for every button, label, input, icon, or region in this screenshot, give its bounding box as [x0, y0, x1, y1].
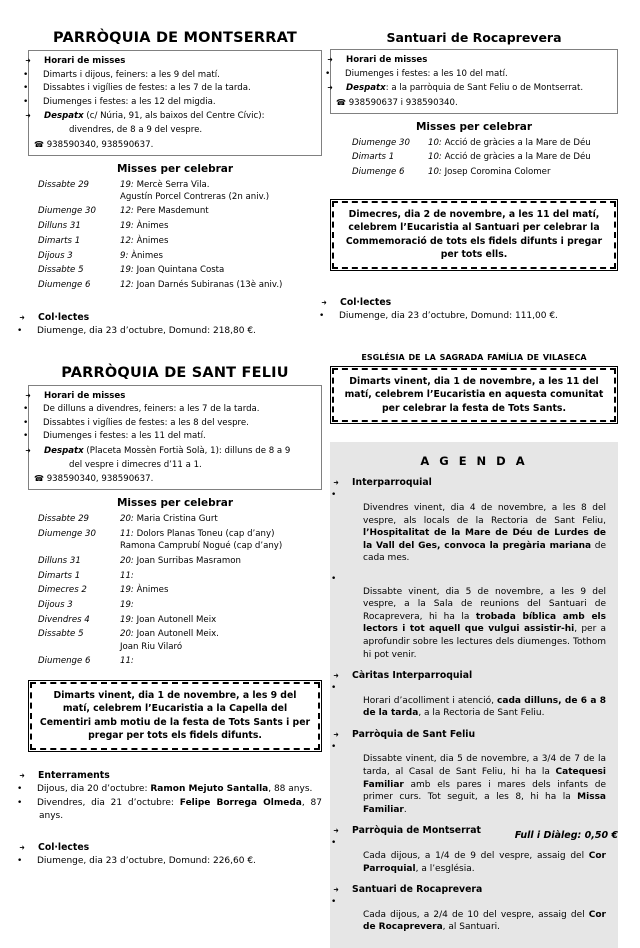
table-row — [38, 205, 282, 220]
montserrat-despatx: ➜ Despatx (c/ Núria, 91, als baixos del Centre Cívic): divendres, de 8 a 9 del vespre. — [34, 109, 316, 137]
mass-detail: 19: Mercè Serra Vila. Agustín Porcel Contreras (2n aniv.) — [120, 179, 270, 202]
santfeliu-schedule-heading: ➜ Horari de misses — [34, 389, 316, 404]
section-sant-feliu — [28, 365, 322, 868]
montserrat-schedule-line: • Dissabtes i vigílies de festes: a les 7 de la tarda. — [34, 82, 316, 96]
table-row — [352, 166, 591, 181]
arrow-icon — [34, 391, 44, 401]
montserrat-schedule-line: • Diumenges i festes: a les 12 del migdia. — [34, 96, 316, 110]
mass-detail: 9: Ànimes — [120, 250, 163, 261]
table-row — [38, 655, 282, 670]
mass-detail: 10: Acció de gràcies a la Mare de Déu — [428, 152, 591, 163]
agenda-item: • Cada dijous, a 2/4 de 10 del vespre, assaig del Cor de Rocaprevera, al Santuari. — [342, 896, 606, 934]
santfeliu-enterraments-heading: ➜ Enterraments — [28, 770, 322, 781]
page-title-sant-feliu: PARRÒQUIA DE SANT FELIU — [61, 364, 289, 381]
agenda-group-interparroquial — [342, 477, 606, 661]
montserrat-collectes-item: • Diumenge, dia 23 d’octubre, Domund: 218,80 €. — [28, 325, 322, 338]
mass-detail: 12: Pere Masdemunt — [120, 206, 209, 217]
santfeliu-despatx: ➜ Despatx (Placeta Mossèn Fortià Solà, 1): dilluns de 8 a 9 del vespre i dimecres d’11 a 1. — [34, 444, 316, 472]
mass-day: Dijous 3 — [38, 599, 73, 610]
arrow-icon — [342, 670, 352, 681]
mass-day: Diumenge 30 — [352, 137, 410, 148]
agenda-group-rocaprevera — [342, 884, 606, 934]
santfeliu-notice-text: Dimarts vinent, dia 1 de novembre, a les 9 del matí, celebrem l’Eucaristia a la Capella del Cementiri amb motiu de la festa de Tots Sants i per pregar per tots els fidels difunts. — [30, 682, 320, 750]
montserrat-phones: ☎ 938590340, 938590637. — [34, 139, 154, 150]
mass-detail: 10: Josep Coromina Colomer — [428, 167, 551, 178]
montserrat-schedule-line: • Dimarts i dijous, feiners: a les 9 del matí. — [34, 69, 316, 83]
arrow-icon — [330, 297, 340, 308]
santfeliu-schedule-line: • Diumenges i festes: a les 11 del matí. — [34, 430, 316, 444]
montserrat-schedule-heading: ➜ Horari de misses — [34, 54, 316, 69]
footer-price: Full i Diàleg: 0,50 € — [514, 830, 618, 841]
mass-detail: 19: — [120, 599, 134, 610]
mass-day: Dimarts 1 — [38, 235, 81, 246]
santfeliu-masses-heading: Misses per celebrar — [116, 497, 234, 510]
arrow-icon — [336, 83, 346, 93]
right-column — [330, 30, 618, 948]
mass-day: Dimecres 2 — [38, 585, 87, 596]
santfeliu-notice-box — [28, 680, 322, 752]
phone-icon: ☎ — [34, 474, 44, 484]
vilaseca-notice-text: Dimarts vinent, dia 1 de novembre, a les 11 del matí, celebrem l’Eucaristia en aquesta comunitat per celebrar la festa de Tots Sants. — [332, 368, 616, 423]
mass-day: Dissabte 29 — [38, 179, 90, 190]
rocaprevera-collectes-heading: ➜ Col·lectes — [330, 297, 618, 308]
arrow-icon — [28, 312, 38, 323]
table-row — [38, 599, 282, 614]
montserrat-schedule-box — [28, 50, 322, 156]
rocaprevera-schedule-box — [330, 49, 618, 114]
mass-day: Dissabte 5 — [38, 629, 84, 640]
montserrat-masses-heading: Misses per celebrar — [116, 162, 234, 175]
arrow-icon — [28, 770, 38, 781]
table-row — [352, 151, 591, 166]
arrow-icon — [34, 56, 44, 66]
table-row — [38, 179, 282, 206]
mass-detail: 19: Joan Autonell Meix — [120, 614, 217, 625]
mass-day: Divendres 4 — [38, 614, 90, 625]
rocaprevera-phones: ☎ 938590637 i 938590340. — [336, 97, 458, 108]
bullet-icon — [336, 69, 345, 79]
arrow-icon — [34, 111, 44, 121]
santfeliu-schedule-line: • Dissabtes i vigílies de festes: a les 8 del vespre. — [34, 417, 316, 431]
table-row — [38, 250, 282, 265]
table-row — [38, 220, 282, 235]
agenda-item: • Dissabte vinent, dia 5 de novembre, a les 9 del vespre, a la Sala de reunions del Santuari de Rocaprevera, hi ha la trobada bíblica amb els lectors i tot aquell que vulgui assistir-hi, per a aprofundir sobre les lectures dels diumenges. Tothom hi pot venir. — [342, 573, 606, 661]
table-row — [38, 528, 282, 555]
bullet-icon — [342, 574, 351, 584]
mass-day: Diumenge 30 — [38, 206, 96, 217]
bullet-icon — [28, 798, 37, 808]
rocaprevera-collectes-item: • Diumenge, dia 23 d’octubre, Domund: 111,00 €. — [330, 310, 618, 323]
mass-detail: 11: — [120, 656, 134, 667]
mass-detail: 11: — [120, 570, 134, 581]
agenda-item: • Dissabte vinent, dia 5 de novembre, a 3/4 de 7 de la tarda, al Casal de Sant Feliu, hi ha la Catequesi Familiar amb els pares i mares dels infants de primer curs. Tot seguit, a les 8, hi ha la Missa Familiar. — [342, 741, 606, 817]
mass-detail: 11: Dolors Planas Toneu (cap d’any) Ramona Camprubí Nogué (cap d’any) — [120, 528, 283, 552]
bullet-icon — [34, 97, 43, 107]
rocaprevera-masses-heading: Misses per celebrar — [415, 120, 533, 133]
rocaprevera-despatx: ➜ Despatx: a la parròquia de Sant Feliu o de Montserrat. — [336, 81, 612, 96]
montserrat-masses-table — [38, 179, 282, 294]
bullet-icon — [342, 742, 351, 752]
mass-day: Dimarts 1 — [352, 152, 395, 163]
santfeliu-schedule-box — [28, 385, 322, 491]
arrow-icon — [342, 729, 352, 740]
mass-day: Dilluns 31 — [38, 221, 81, 232]
left-column — [28, 30, 322, 869]
section-rocaprevera — [330, 30, 618, 323]
table-row — [38, 235, 282, 250]
table-row — [38, 628, 282, 655]
page-title-rocaprevera: Santuari de Rocaprevera — [386, 30, 562, 45]
mass-day: Dimarts 1 — [38, 570, 81, 581]
mass-detail: 12: Ànimes — [120, 235, 169, 246]
mass-detail: 19: Ànimes — [120, 221, 169, 232]
bullet-icon — [342, 838, 351, 848]
table-row — [38, 279, 282, 294]
agenda-group-heading: ➜ Parròquia de Montserrat — [342, 825, 606, 836]
agenda-group-sant-feliu — [342, 729, 606, 817]
mass-detail: 10: Acció de gràcies a la Mare de Déu — [428, 137, 591, 148]
arrow-icon — [28, 842, 38, 853]
bullet-icon — [330, 311, 339, 321]
arrow-icon — [342, 825, 352, 836]
bullet-icon — [28, 326, 37, 336]
section-montserrat — [28, 30, 322, 338]
bullet-icon — [34, 83, 43, 93]
agenda-group-heading: ➜ Interparroquial — [342, 477, 606, 488]
arrow-icon — [342, 477, 352, 488]
mass-day: Diumenge 30 — [38, 528, 96, 539]
mass-detail: 20: Maria Cristina Gurt — [120, 514, 218, 525]
table-row — [38, 555, 282, 570]
table-row — [38, 513, 282, 528]
phone-icon: ☎ — [336, 97, 346, 107]
table-row — [38, 264, 282, 279]
mass-day: Dijous 3 — [38, 250, 73, 261]
page-title-vilaseca: església de la sagrada família de vilaseca — [361, 349, 587, 363]
mass-detail: 12: Joan Darnés Subiranas (13è aniv.) — [120, 279, 283, 290]
rocaprevera-schedule-heading: ➜ Horari de misses — [336, 53, 612, 68]
agenda-group-caritas — [342, 670, 606, 720]
rocaprevera-notice-text: Dimecres, dia 2 de novembre, a les 11 del matí, celebrem l’Eucaristia al Santuari per celebrar la Commemoració de tots els fidels difunts i pregar per tots ells. — [332, 201, 616, 269]
mass-detail: 19: Joan Quintana Costa — [120, 265, 225, 276]
enterrament-item: • Divendres, dia 21 d’octubre: Felipe Borrega Olmeda, 87 anys. — [28, 797, 322, 823]
arrow-icon — [342, 884, 352, 895]
mass-day: Diumenge 6 — [38, 656, 91, 667]
agenda-title: A G E N D A — [420, 454, 528, 469]
table-row — [38, 570, 282, 585]
agenda-group-heading: ➜ Santuari de Rocaprevera — [342, 884, 606, 895]
bullet-icon — [34, 418, 43, 428]
santfeliu-collectes-heading: ➜ Col·lectes — [28, 842, 322, 853]
bullet-icon — [342, 683, 351, 693]
rocaprevera-schedule-line: • Diumenges i festes: a les 10 del matí. — [336, 68, 612, 82]
arrow-icon — [34, 446, 44, 456]
bullet-icon — [342, 490, 351, 500]
santfeliu-masses-table — [38, 513, 282, 670]
table-row — [352, 137, 591, 152]
mass-day: Dissabte 29 — [38, 514, 90, 525]
mass-day: Diumenge 6 — [38, 279, 91, 290]
mass-detail: 20: Joan Autonell Meix. Joan Riu Vilaró — [120, 629, 219, 652]
santfeliu-collectes-item: • Diumenge, dia 23 d’octubre, Domund: 226,60 €. — [28, 855, 322, 868]
table-row — [38, 614, 282, 629]
bullet-icon — [34, 70, 43, 80]
santfeliu-phones: ☎ 938590340, 938590637. — [34, 474, 154, 485]
page-title-montserrat: PARRÒQUIA DE MONTSERRAT — [53, 30, 297, 46]
section-vilaseca — [330, 350, 618, 425]
mass-day: Dilluns 31 — [38, 555, 81, 566]
bullet-icon — [34, 404, 43, 414]
agenda-group-heading: ➜ Càritas Interparroquial — [342, 670, 606, 681]
mass-detail: 19: Ànimes — [120, 585, 169, 596]
enterrament-item: • Dijous, dia 20 d’octubre: Ramon Mejuto Santalla, 88 anys. — [28, 783, 322, 796]
bullet-icon — [28, 784, 37, 794]
agenda-item: • Cada dijous, a 1/4 de 9 del vespre, assaig del Cor Parroquial, a l’església. — [342, 837, 606, 875]
montserrat-collectes-heading: ➜ Col·lectes — [28, 312, 322, 323]
table-row — [38, 584, 282, 599]
bullet-icon — [342, 897, 351, 907]
bullet-icon — [28, 856, 37, 866]
agenda-group-heading: ➜ Parròquia de Sant Feliu — [342, 729, 606, 740]
agenda-item: • Horari d’acolliment i atenció, cada dilluns, de 6 a 8 de la tarda, a la Rectoria de Sant Feliu. — [342, 682, 606, 720]
mass-day: Diumenge 6 — [352, 167, 405, 178]
mass-detail: 20: Joan Surribas Masramon — [120, 555, 241, 566]
rocaprevera-notice-box — [330, 199, 618, 271]
agenda-panel — [330, 442, 618, 948]
santfeliu-schedule-line: • De dilluns a divendres, feiners: a les 7 de la tarda. — [34, 403, 316, 417]
arrow-icon — [336, 55, 346, 65]
rocaprevera-masses-table — [352, 137, 591, 181]
mass-day: Dissabte 5 — [38, 265, 84, 276]
vilaseca-notice-box — [330, 366, 618, 425]
agenda-item: • Divendres vinent, dia 4 de novembre, a les 8 del vespre, als locals de la Rectoria de Sant Feliu, l’Hospitalitat de la Mare de Déu de Lurdes de la Vall del Ges, convoca la pregària mariana de cada mes. — [342, 489, 606, 565]
bullet-icon — [34, 431, 43, 441]
phone-icon: ☎ — [34, 139, 44, 149]
